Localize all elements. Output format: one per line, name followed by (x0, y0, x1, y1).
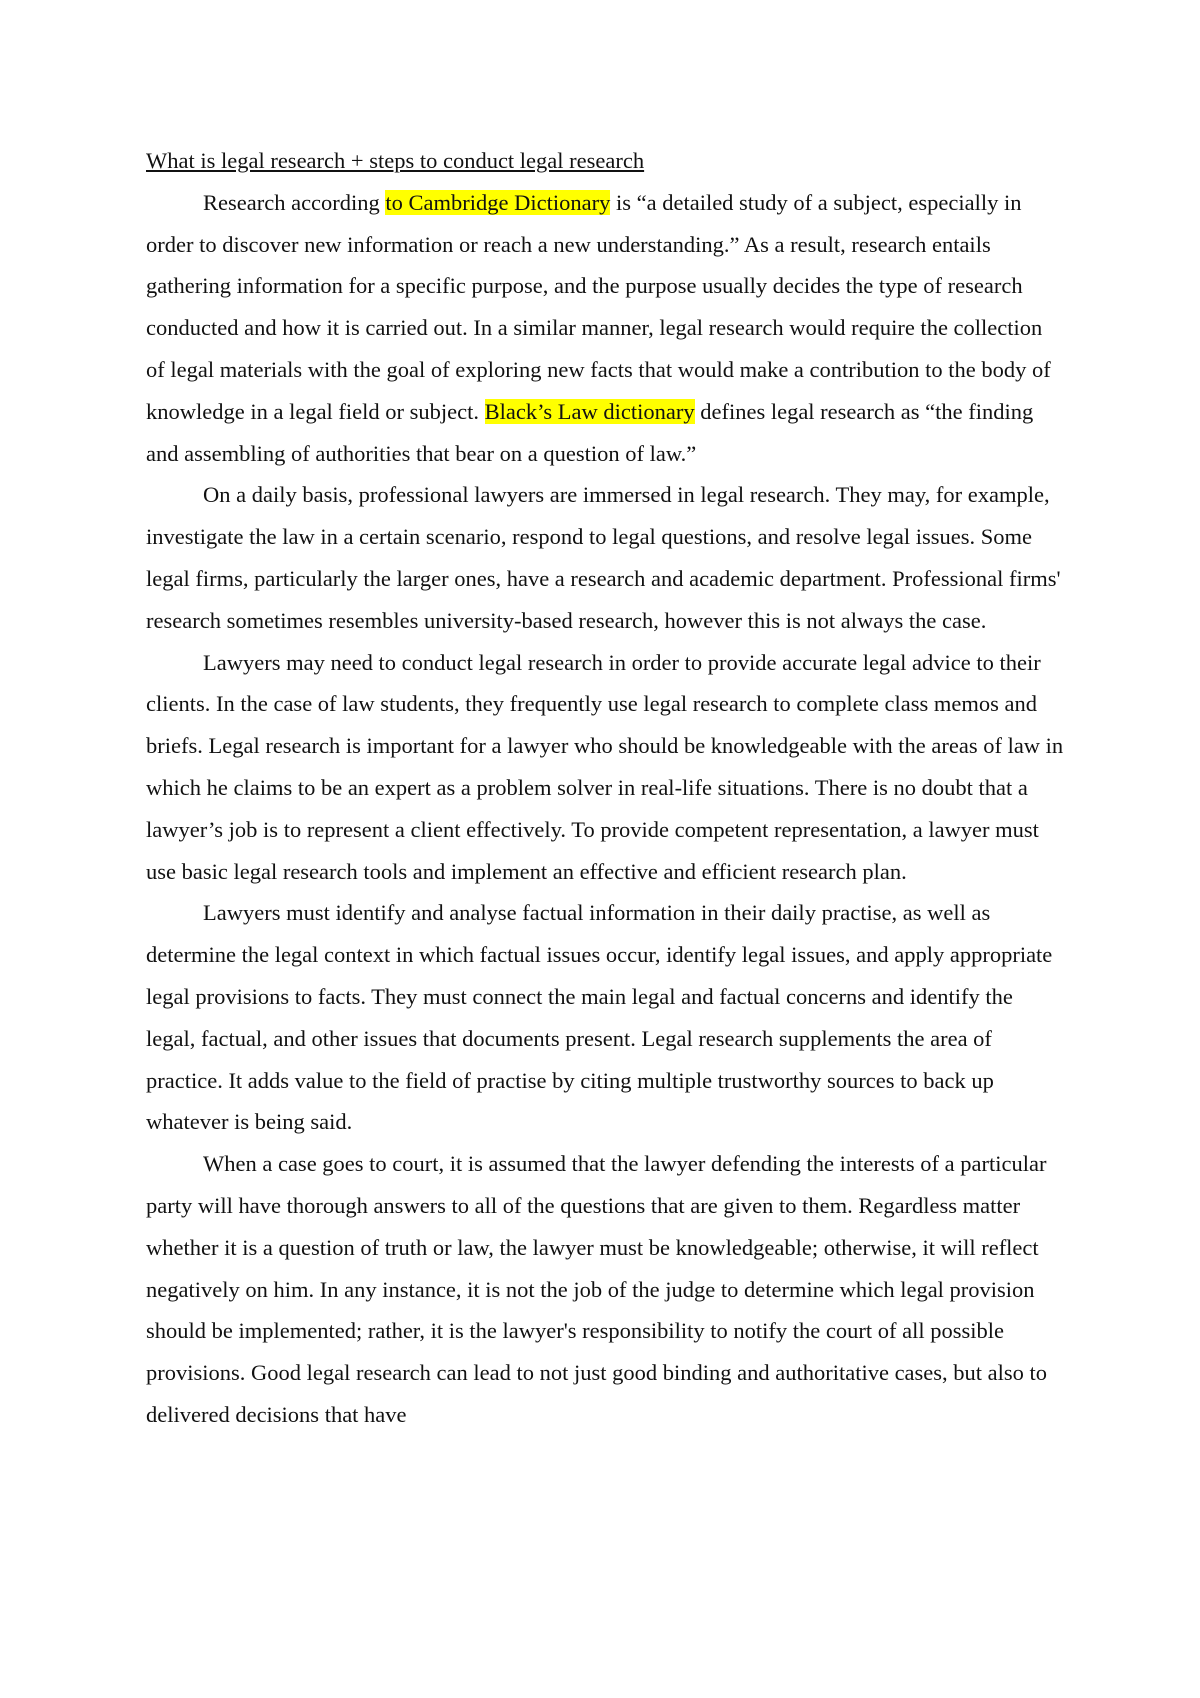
paragraph-3 (146, 642, 1066, 893)
paragraph-2-text: On a daily basis, professional lawyers are immersed in legal research. They may, for example, investigate the law in a certain scenario, respond to legal questions, and resolve legal issues. Some legal firms, particularly the larger ones, have a research and academic department. Professional firms' research sometimes resembles university-based research, however this is not always the case. (146, 482, 1061, 633)
document-title: What is legal research + steps to conduct legal research (146, 148, 645, 173)
paragraph-4-text: Lawyers must identify and analyse factual information in their daily practise, as well as determine the legal context in which factual issues occur, identify legal issues, and apply appropriate legal provisions to facts. They must connect the main legal and factual concerns and identify the legal, factual, and other issues that documents present. Legal research supplements the area of practice. It adds value to the field of practise by citing multiple trustworthy sources to back up whatever is being said. (146, 900, 1053, 1135)
paragraph-3-text: Lawyers may need to conduct legal research in order to provide accurate legal advice to their clients. In the case of law students, they frequently use legal research to complete class memos and briefs. Legal research is important for a lawyer who should be knowledgeable with the areas of law in which he claims to be an expert as a problem solver in real-life situations. There is no doubt that a lawyer’s job is to represent a client effectively. To provide competent representation, a lawyer must use basic legal research tools and implement an effective and efficient research plan. (146, 649, 1064, 884)
highlight-blacks-law-dictionary: Black’s Law dictionary (484, 398, 695, 424)
paragraph-1-text: Research according (203, 189, 386, 215)
highlight-cambridge-dictionary: to Cambridge Dictionary (385, 189, 611, 215)
document-body (146, 140, 1066, 1436)
paragraph-1 (146, 182, 1066, 475)
paragraph-2 (146, 474, 1066, 641)
paragraph-4 (146, 892, 1066, 1143)
paragraph-1-text: is “a detailed study of a subject, especially in order to discover new information or reach a new understanding.” As a result, research entails gathering information for a specific purpose, and the purpose usually decides the type of research conducted and how it is carried out. In a similar manner, legal research would require the collection of legal materials with the goal of exploring new facts that would make a contribution to the body of knowledge in a legal field or subject. (146, 189, 1051, 424)
paragraph-5-text: When a case goes to court, it is assumed that the lawyer defending the interests of a particular party will have thorough answers to all of the questions that are given to them. Regardless matter whether it is a question of truth or law, the lawyer must be knowledgeable; otherwise, it will reflect negatively on him. In any instance, it is not the job of the judge to determine which legal provision should be implemented; rather, it is the lawyer's responsibility to notify the court of all possible provisions. Good legal research can lead to not just good binding and authoritative cases, but also to delivered decisions that have (146, 1151, 1048, 1427)
paragraph-1-text: defines legal research as “the finding and assembling of authorities that bear on a question of law.” (146, 398, 1034, 466)
paragraph-5 (146, 1143, 1066, 1436)
